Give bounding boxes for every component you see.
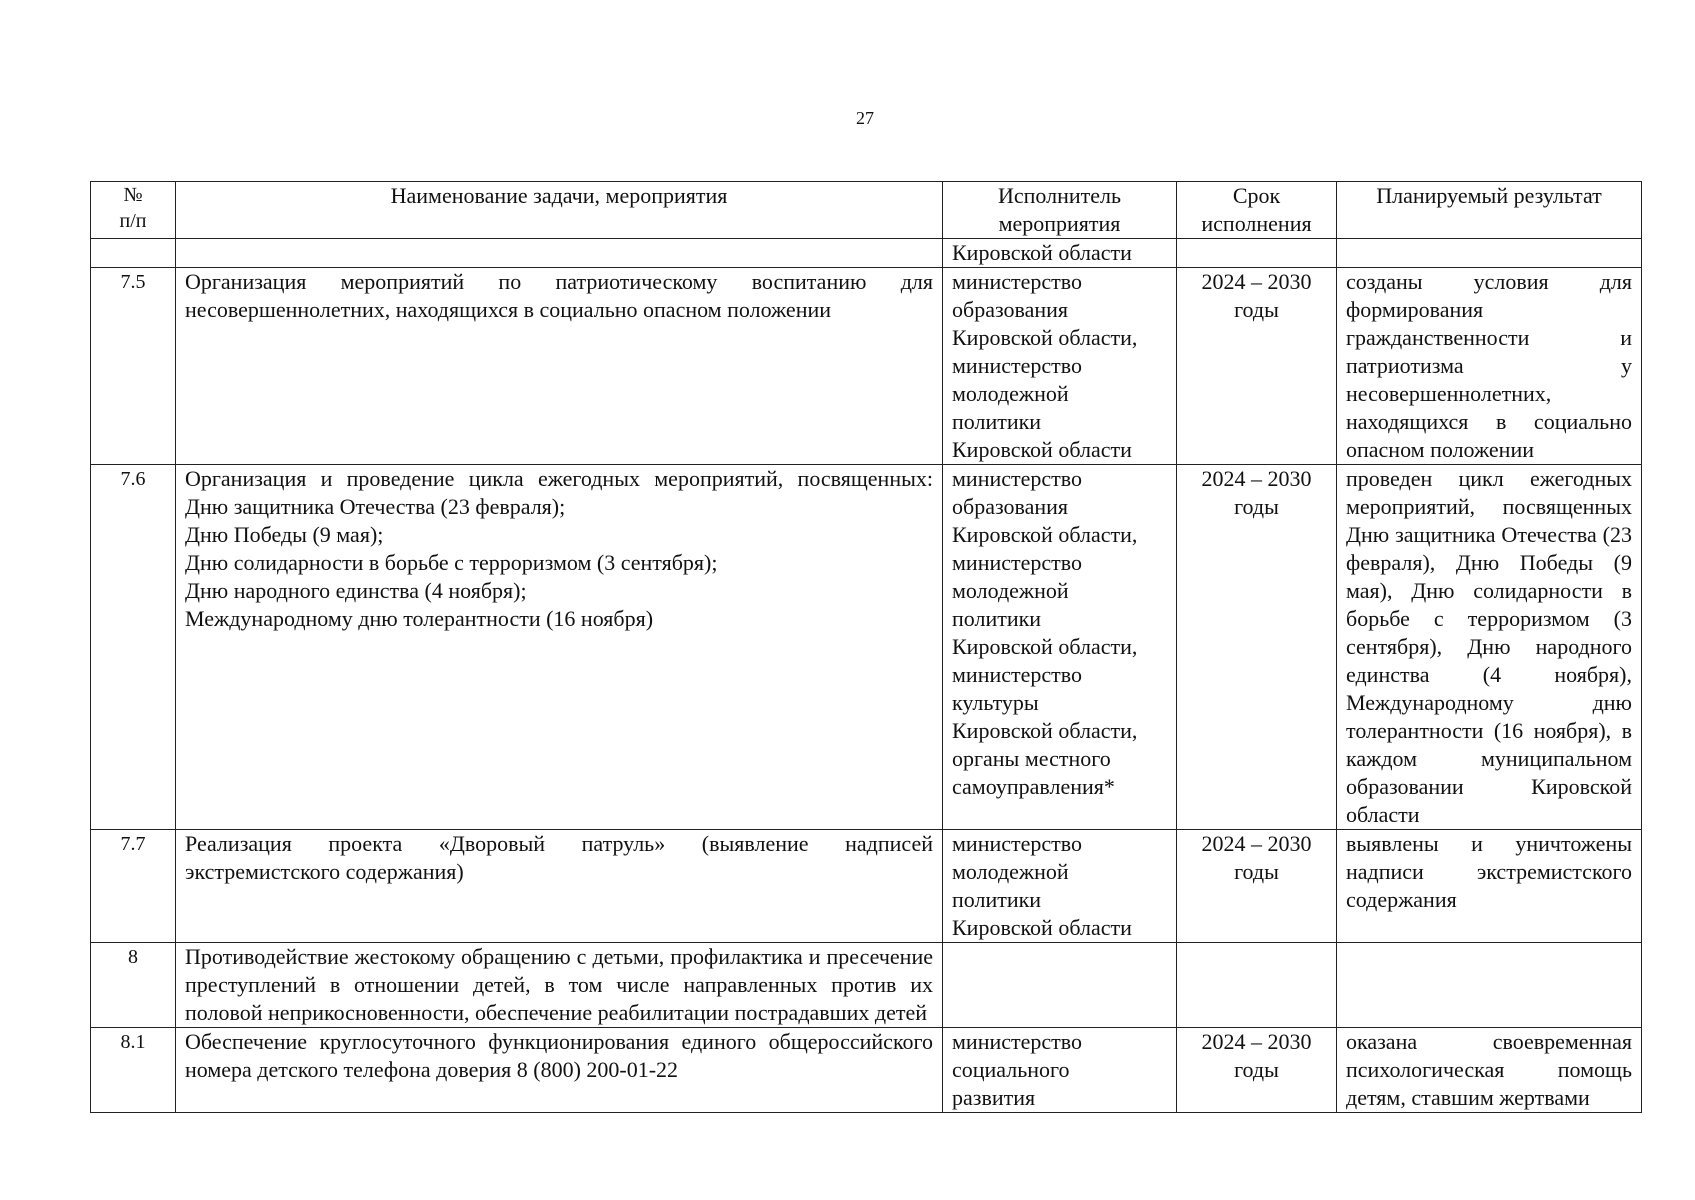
task-cell bbox=[176, 1028, 943, 1113]
executor-line: образования bbox=[952, 494, 1069, 519]
executor-line: министерство bbox=[952, 662, 1083, 687]
header-num-line: № bbox=[123, 184, 143, 206]
executor-cell bbox=[943, 1028, 1177, 1113]
task-line: Дню народного единства (4 ноября); bbox=[185, 578, 527, 603]
executor-line: Кировской области, bbox=[952, 522, 1138, 547]
result-cell: проведен цикл ежегодных мероприятий, посвященных Дню защитника Отечества (23 февраля), Дню Победы (9 мая), Дню солидарности в борьбе с терроризмом (3 сентября), Дню народного единства (4 ноября), Международному дню толерантности (16 ноября), в каждом муниципальном образовании Кировской области bbox=[1337, 465, 1642, 830]
header-num bbox=[91, 182, 176, 239]
continuation-result bbox=[1337, 239, 1642, 268]
executor-cell bbox=[943, 465, 1177, 830]
task-line: Организация мероприятий по патриотическому воспитанию для несовершеннолетних, находящихся в социально опасном положении bbox=[185, 269, 933, 322]
executor-line: молодежной bbox=[952, 381, 1069, 406]
executor-line: молодежной bbox=[952, 578, 1069, 603]
executor-cell bbox=[943, 943, 1177, 1028]
executor-line: социального bbox=[952, 1057, 1070, 1082]
task-line: Реализация проекта «Дворовый патруль» (выявление надписей экстремистского содержания) bbox=[185, 831, 933, 884]
header-deadline-line: исполнения bbox=[1201, 211, 1312, 236]
executor-line: молодежной bbox=[952, 859, 1069, 884]
header-deadline-line: Срок bbox=[1232, 183, 1281, 208]
continuation-executor: Кировской области bbox=[943, 239, 1177, 268]
page-number: 27 bbox=[856, 108, 874, 128]
table-header-row bbox=[91, 182, 1642, 239]
executor-line: Кировской области bbox=[952, 915, 1132, 940]
row-number: 7.6 bbox=[91, 465, 176, 830]
task-cell bbox=[176, 465, 943, 830]
row-number: 7.7 bbox=[91, 830, 176, 943]
task-line: Дню солидарности в борьбе с терроризмом (3 сентября); bbox=[185, 550, 718, 575]
executor-line: министерство bbox=[952, 1029, 1083, 1054]
table-row bbox=[91, 268, 1642, 465]
executor-line: образования bbox=[952, 297, 1069, 322]
executor-line: культуры bbox=[952, 690, 1039, 715]
header-result: Планируемый результат bbox=[1337, 182, 1642, 239]
header-num-line: п/п bbox=[119, 210, 147, 232]
deadline-line: годы bbox=[1234, 494, 1279, 519]
result-cell: созданы условия для формирования гражданственности и патриотизма у несовершеннолетних, находящихся в социально опасном положении bbox=[1337, 268, 1642, 465]
continuation-row bbox=[91, 239, 1642, 268]
deadline-cell bbox=[1177, 465, 1337, 830]
header-executor bbox=[943, 182, 1177, 239]
header-executor-line: Исполнитель bbox=[997, 183, 1122, 208]
measures-table bbox=[90, 181, 1642, 1113]
row-number: 7.5 bbox=[91, 268, 176, 465]
header-deadline bbox=[1177, 182, 1337, 239]
task-cell bbox=[176, 268, 943, 465]
executor-line: политики bbox=[952, 409, 1042, 434]
task-line: Обеспечение круглосуточного функционирования единого общероссийского номера детского телефона доверия 8 (800) 200-01-22 bbox=[185, 1029, 933, 1082]
result-cell bbox=[1337, 943, 1642, 1028]
row-number: 8 bbox=[91, 943, 176, 1028]
continuation-deadline bbox=[1177, 239, 1337, 268]
table-row bbox=[91, 1028, 1642, 1113]
executor-line: министерство bbox=[952, 466, 1083, 491]
result-cell: выявлены и уничтожены надписи экстремистского содержания bbox=[1337, 830, 1642, 943]
executor-line: развития bbox=[952, 1085, 1036, 1110]
task-line: Противодействие жестокому обращению с детьми, профилактика и пресечение преступлений в отношении детей, в том числе направленных против их половой неприкосновенности, обеспечение реабилитации пострадавших детей bbox=[185, 944, 933, 1025]
task-line: Дню защитника Отечества (23 февраля); bbox=[185, 494, 566, 519]
row-number: 8.1 bbox=[91, 1028, 176, 1113]
executor-line: министерство bbox=[952, 269, 1083, 294]
continuation-num bbox=[91, 239, 176, 268]
executor-line: министерство bbox=[952, 831, 1083, 856]
executor-line: политики bbox=[952, 606, 1042, 631]
executor-line: органы местного bbox=[952, 746, 1111, 771]
executor-line: министерство bbox=[952, 550, 1083, 575]
deadline-line: годы bbox=[1234, 859, 1279, 884]
deadline-cell bbox=[1177, 268, 1337, 465]
deadline-line: годы bbox=[1234, 1057, 1279, 1082]
deadline-line: годы bbox=[1234, 297, 1279, 322]
continuation-task bbox=[176, 239, 943, 268]
executor-cell bbox=[943, 830, 1177, 943]
task-line: Международному дню толерантности (16 ноября) bbox=[185, 606, 654, 631]
deadline-cell bbox=[1177, 943, 1337, 1028]
executor-line: Кировской области bbox=[952, 437, 1132, 462]
executor-cell bbox=[943, 268, 1177, 465]
table-row bbox=[91, 465, 1642, 830]
task-line: Организация и проведение цикла ежегодных мероприятий, посвященных: bbox=[185, 466, 933, 491]
deadline-cell bbox=[1177, 830, 1337, 943]
deadline-line: 2024 – 2030 bbox=[1201, 466, 1312, 491]
task-cell bbox=[176, 830, 943, 943]
executor-line: министерство bbox=[952, 353, 1083, 378]
deadline-line: 2024 – 2030 bbox=[1201, 269, 1312, 294]
executor-line: политики bbox=[952, 887, 1042, 912]
executor-line: Кировской области, bbox=[952, 325, 1138, 350]
deadline-line: 2024 – 2030 bbox=[1201, 831, 1312, 856]
deadline-line: 2024 – 2030 bbox=[1201, 1029, 1312, 1054]
result-cell: оказана своевременная психологическая помощь детям, ставшим жертвами bbox=[1337, 1028, 1642, 1113]
executor-line: самоуправления* bbox=[952, 774, 1115, 799]
executor-line: Кировской области, bbox=[952, 634, 1138, 659]
table-row bbox=[91, 830, 1642, 943]
task-line: Дню Победы (9 мая); bbox=[185, 522, 384, 547]
deadline-cell bbox=[1177, 1028, 1337, 1113]
header-task: Наименование задачи, мероприятия bbox=[176, 182, 943, 239]
table-row bbox=[91, 943, 1642, 1028]
header-executor-line: мероприятия bbox=[998, 211, 1121, 236]
task-cell bbox=[176, 943, 943, 1028]
executor-line: Кировской области, bbox=[952, 718, 1138, 743]
